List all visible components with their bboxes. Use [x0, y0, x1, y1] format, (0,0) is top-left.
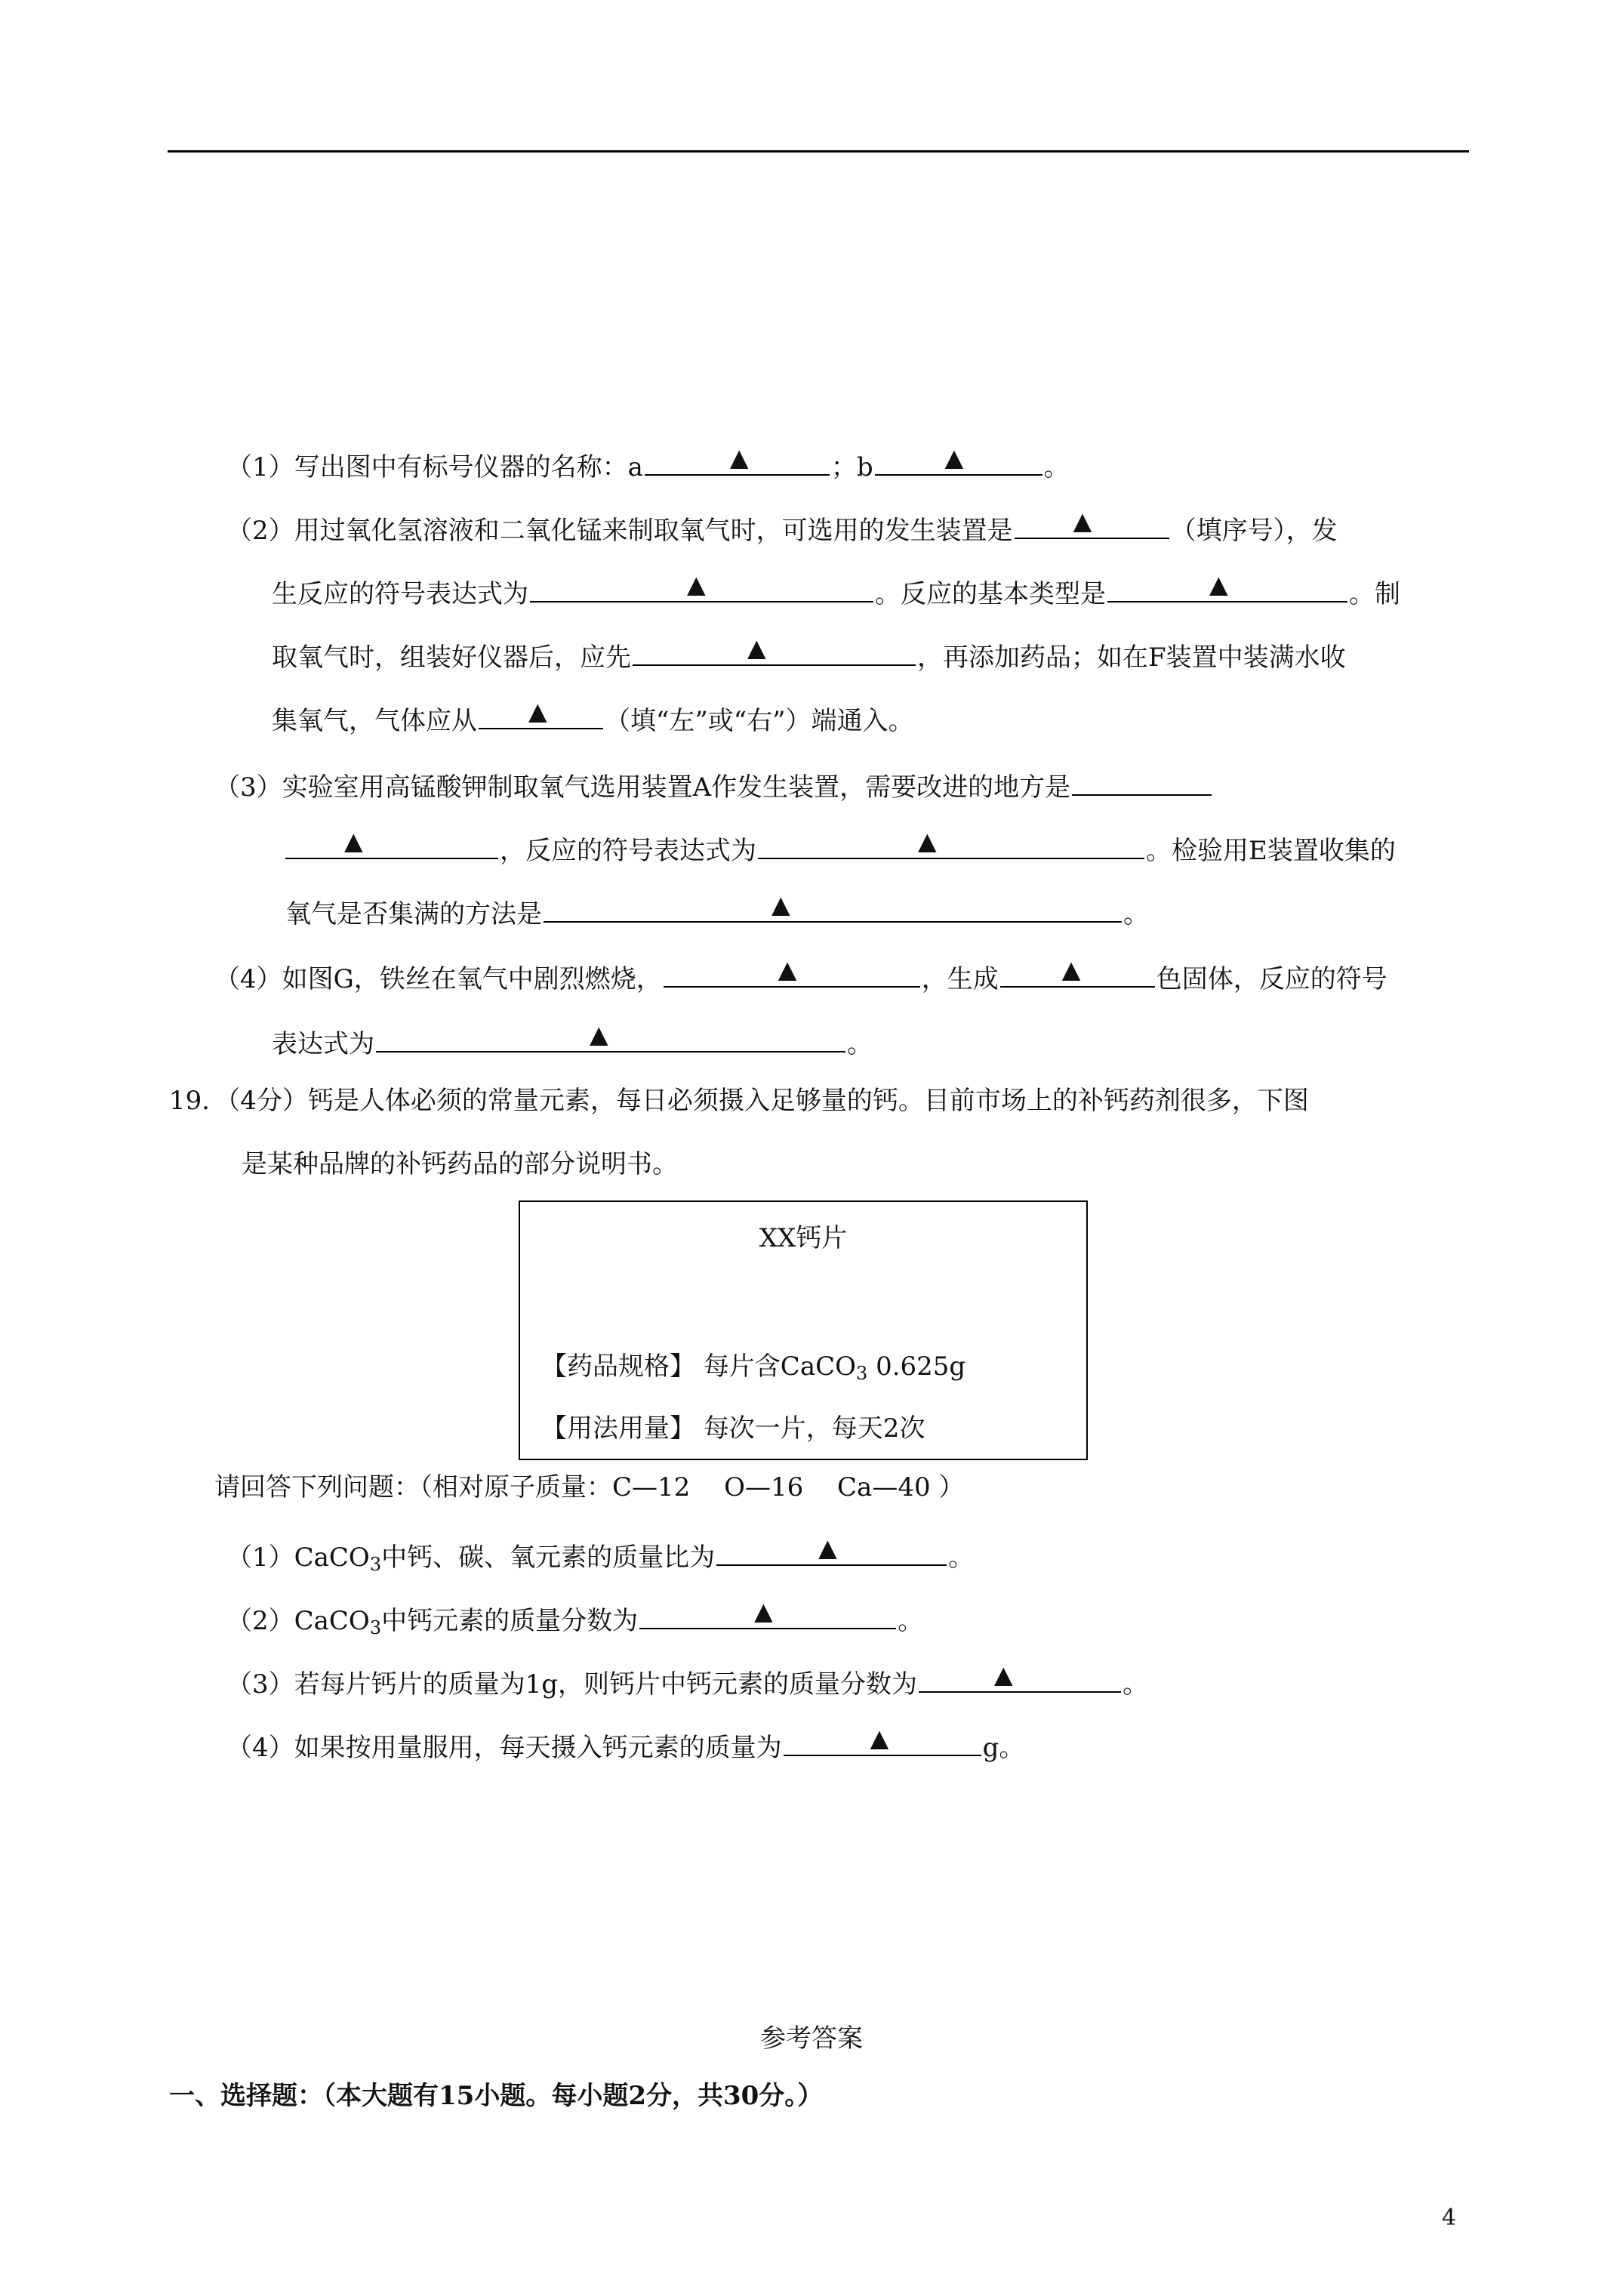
answer-blank[interactable]	[1000, 956, 1155, 988]
triangle-icon: ▲	[1209, 570, 1228, 599]
q18-p4-text: 。	[847, 1029, 873, 1059]
q18-part3-line1	[214, 764, 1213, 804]
q19-s3-text: 。	[1123, 1669, 1149, 1700]
answer-blank[interactable]	[530, 571, 873, 603]
answer-blank[interactable]	[784, 1724, 981, 1756]
triangle-icon: ▲	[687, 570, 706, 599]
triangle-icon: ▲	[1061, 955, 1081, 984]
subscript: 3	[369, 1554, 382, 1575]
answer-blank[interactable]	[716, 1534, 947, 1566]
triangle-icon: ▲	[1073, 507, 1092, 535]
triangle-icon: ▲	[528, 697, 547, 726]
answer-blank[interactable]	[1015, 507, 1169, 539]
q19-sub1	[226, 1534, 974, 1581]
answer-blank[interactable]	[875, 444, 1042, 476]
spec-row	[541, 1345, 965, 1384]
q18-p1-mid: ；b	[830, 452, 873, 482]
q19-prompt: 请回答下列问题：（相对原子质量：C—12 O—16 Ca—40 ）	[214, 1472, 965, 1502]
triangle-icon: ▲	[590, 1020, 608, 1049]
triangle-icon: ▲	[918, 827, 937, 855]
triangle-icon: ▲	[344, 827, 363, 855]
answer-blank[interactable]	[544, 891, 1122, 923]
page-number: 4	[1442, 2205, 1457, 2231]
q19-s2-text: （2）CaCO	[226, 1606, 370, 1636]
q18-p2-text: 取氧气时，组装好仪器后，应先	[272, 643, 631, 673]
q18-part1-line	[226, 444, 1070, 484]
usage-value: 每次一片，每天2次	[703, 1413, 925, 1444]
q18-p3-text: 氧气是否集满的方法是	[285, 899, 542, 929]
answer-blank[interactable]	[633, 634, 916, 666]
q18-part2-line1	[226, 507, 1338, 547]
spec-prefix: 每片含CaCO	[703, 1351, 856, 1382]
medicine-title: XX钙片	[759, 1223, 848, 1253]
answer-blank[interactable]	[664, 956, 920, 988]
q18-p2-text: （填序号），发	[1170, 516, 1338, 546]
answer-blank[interactable]	[376, 1021, 845, 1052]
q18-part4-line2	[272, 1021, 873, 1061]
q18-p2-text: 。反应的基本类型是	[875, 579, 1106, 609]
q19-s4-text: （4）如果按用量服用，每天摄入钙元素的质量为	[226, 1733, 782, 1763]
triangle-icon: ▲	[729, 443, 749, 472]
q19-line1: 19．（4分）钙是人体必须的常量元素，每日必须摄入足够量的钙。目前市场上的补钙药剂很多，下图	[169, 1086, 1309, 1116]
answer-blank[interactable]	[758, 827, 1144, 859]
triangle-icon: ▲	[778, 955, 797, 984]
spec-label: 【药品规格】	[541, 1351, 695, 1382]
q18-p1-lead: （1）写出图中有标号仪器的名称：a	[226, 452, 643, 482]
triangle-icon: ▲	[944, 443, 964, 472]
subscript: 3	[369, 1617, 382, 1638]
q18-p2-text: 生反应的符号表达式为	[272, 579, 528, 609]
q19-s2-text: 。	[898, 1606, 924, 1636]
q18-part2-line2	[272, 571, 1400, 611]
q18-p1-end: 。	[1043, 452, 1070, 482]
answer-blank[interactable]	[1072, 764, 1212, 796]
q18-p4-text: ，生成	[921, 964, 999, 994]
q18-part2-line4	[272, 698, 914, 738]
spec-subscript: 3	[856, 1363, 868, 1384]
q19-s1-text: 中钙、碳、氧元素的质量比为	[381, 1542, 716, 1573]
q18-p2-text: 。制	[1349, 579, 1400, 609]
triangle-icon: ▲	[747, 633, 766, 662]
answer-blank[interactable]	[1107, 571, 1347, 603]
answer-blank[interactable]	[479, 698, 603, 729]
triangle-icon: ▲	[818, 1533, 837, 1562]
q18-p3-text: 。	[1123, 899, 1149, 929]
q18-p4-text: （4）如图G，铁丝在氧气中剧烈燃烧，	[214, 964, 662, 994]
q19-s1-text: 。	[948, 1542, 975, 1573]
q18-p4-text: 色固体，反应的符号	[1156, 964, 1387, 994]
q18-p3-text: （3）实验室用高锰酸钾制取氧气选用装置A作发生装置，需要改进的地方是	[214, 772, 1071, 803]
answers-section1-heading: 一、选择题：（本大题有15小题。每小题2分，共30分。）	[169, 2081, 824, 2111]
triangle-icon: ▲	[870, 1724, 889, 1752]
triangle-icon: ▲	[771, 890, 790, 919]
q19-s3-text: （3）若每片钙片的质量为1g，则钙片中钙元素的质量分数为	[226, 1669, 918, 1700]
q18-p3-text: 。检验用E装置收集的	[1146, 836, 1396, 866]
answer-blank[interactable]	[919, 1661, 1121, 1693]
q18-p2-text: （2）用过氧化氢溶液和二氧化锰来制取氧气时，可选用的发生装置是	[226, 516, 1013, 546]
answer-blank[interactable]	[645, 444, 830, 476]
q19-line2: 是某种品牌的补钙药品的部分说明书。	[242, 1149, 678, 1179]
usage-label: 【用法用量】	[541, 1413, 695, 1444]
q18-part3-line3	[285, 891, 1149, 931]
q19-s4-text: g。	[982, 1733, 1025, 1763]
q18-p2-text: 集氧气，气体应从	[272, 706, 477, 736]
q18-part4-line1	[214, 956, 1387, 996]
answers-title: 参考答案	[760, 2023, 863, 2054]
answer-blank[interactable]	[285, 827, 498, 859]
spec-value: 0.625g	[876, 1351, 966, 1382]
q18-p3-text: ，反应的符号表达式为	[500, 836, 756, 866]
header-rule	[168, 150, 1469, 153]
q18-p4-text: 表达式为	[272, 1029, 374, 1059]
q19-s2-text: 中钙元素的质量分数为	[381, 1606, 639, 1636]
triangle-icon: ▲	[994, 1660, 1013, 1689]
q19-sub4	[226, 1724, 1024, 1764]
triangle-icon: ▲	[754, 1597, 773, 1626]
answer-blank[interactable]	[639, 1598, 896, 1629]
q18-p2-text: （填“左”或“右”）端通入。	[605, 706, 914, 736]
q19-sub3	[226, 1661, 1148, 1701]
medicine-label-box	[519, 1200, 1088, 1460]
q19-sub2	[226, 1598, 923, 1644]
usage-row	[541, 1407, 925, 1444]
q19-s1-text: （1）CaCO	[226, 1542, 370, 1573]
q18-p2-text: ，再添加药品；如在F装置中装满水收	[917, 643, 1346, 673]
q18-part2-line3	[272, 634, 1346, 674]
q18-part3-line2	[285, 827, 1396, 868]
